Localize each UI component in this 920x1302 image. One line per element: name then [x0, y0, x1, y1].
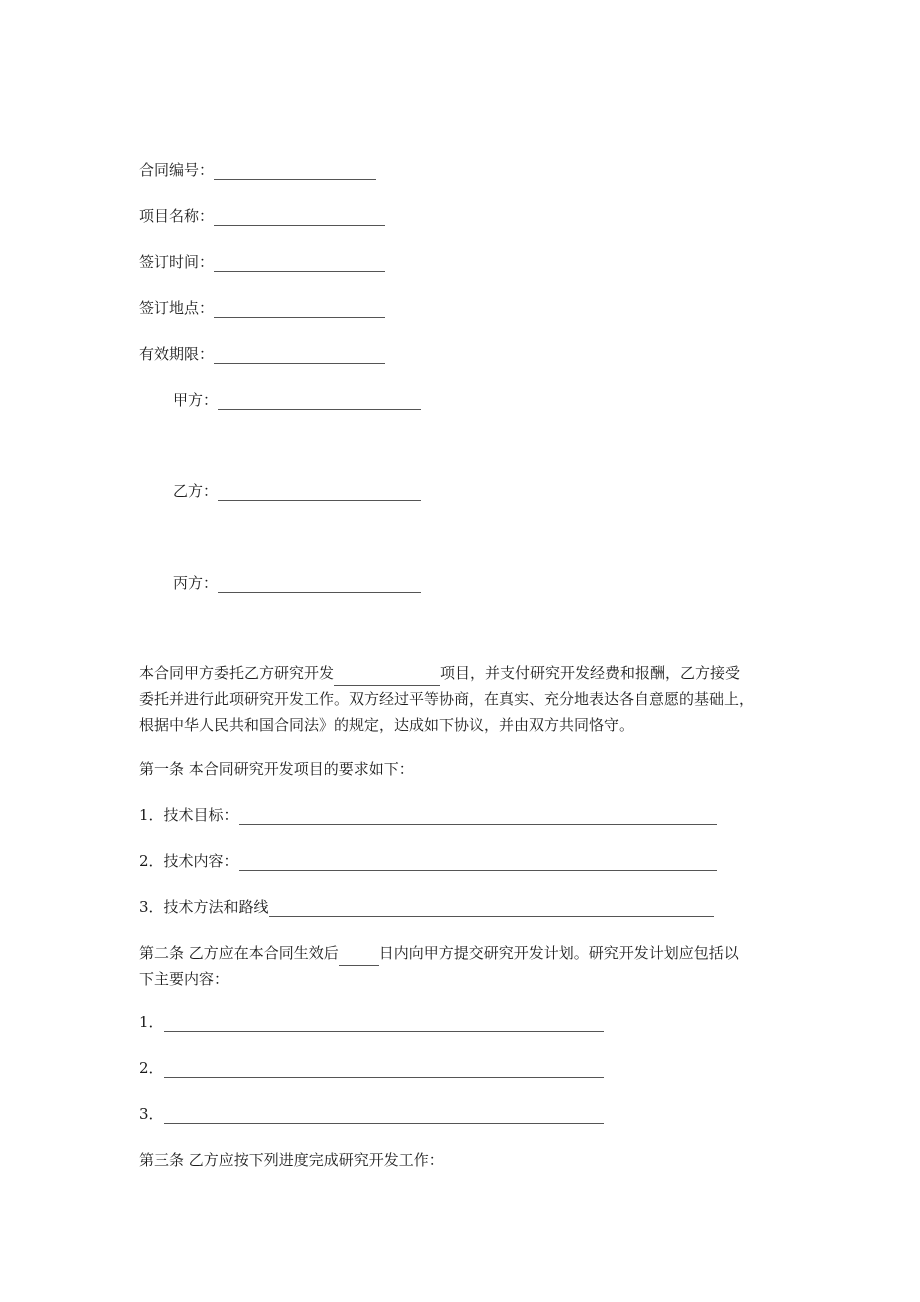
project-name-row [139, 206, 385, 226]
party-a-label: 甲方： [173, 391, 219, 409]
article-1-item-3 [139, 897, 714, 917]
party-b-label: 乙方： [173, 482, 219, 500]
preamble-text-3: 根据中华人民共和国合同法》的规定，达成如下协议，并由双方共同恪守。 [139, 716, 635, 734]
article-2-item-1-label: 1． [139, 1013, 164, 1031]
article-2-item-1-blank[interactable] [164, 1016, 604, 1032]
article-2-text-2: 下主要内容： [139, 970, 230, 988]
article-1-item-2-label: 2．技术内容： [139, 852, 239, 870]
sign-place-row [139, 298, 385, 318]
article-2-line-2 [139, 966, 787, 992]
party-c-blank[interactable] [218, 577, 421, 593]
article-1-item-1-blank[interactable] [239, 809, 717, 825]
preamble-text-2: 委托并进行此项研究开发工作。双方经过平等协商，在真实、充分地表达各自意愿的基础上， [139, 690, 755, 708]
preamble-line-3 [139, 712, 787, 738]
contract-number-label: 合同编号： [139, 161, 215, 179]
sign-place-blank[interactable] [214, 302, 385, 318]
article-1-item-2 [139, 851, 717, 871]
article-2-item-3-label: 3． [139, 1105, 164, 1123]
preamble-line-1 [139, 660, 787, 686]
party-c-row [139, 573, 421, 593]
project-name-blank[interactable] [214, 210, 385, 226]
valid-period-blank[interactable] [214, 348, 385, 364]
article-2-item-3-blank[interactable] [164, 1108, 604, 1124]
article-2-item-2-label: 2． [139, 1059, 164, 1077]
article-2-text-1b: 日内向甲方提交研究开发计划。研究开发计划应包括以 [378, 944, 739, 962]
article-2-item-1 [139, 1012, 604, 1032]
party-a-row [139, 390, 421, 410]
valid-period-label: 有效期限： [139, 345, 215, 363]
article-2-paragraph [139, 940, 787, 992]
article-1-item-3-label: 3．技术方法和路线 [139, 898, 269, 916]
article-2-line-1 [139, 940, 787, 966]
sign-time-blank[interactable] [214, 256, 385, 272]
sign-time-label: 签订时间： [139, 253, 215, 271]
contract-number-blank[interactable] [214, 164, 376, 180]
party-b-row [139, 481, 421, 501]
sign-place-label: 签订地点： [139, 299, 215, 317]
article-2-item-3 [139, 1104, 604, 1124]
party-a-blank[interactable] [218, 394, 421, 410]
article-1-item-1 [139, 805, 717, 825]
preamble-line-2 [139, 686, 787, 712]
project-name-label: 项目名称： [139, 207, 215, 225]
party-b-blank[interactable] [218, 485, 421, 501]
article-2-item-2 [139, 1058, 604, 1078]
article-1-item-1-label: 1．技术目标： [139, 806, 239, 824]
contract-number-row [139, 160, 376, 180]
days-blank[interactable] [339, 950, 379, 966]
party-c-label: 丙方： [173, 574, 219, 592]
valid-period-row [139, 344, 385, 364]
article-1-item-2-blank[interactable] [239, 855, 717, 871]
sign-time-row [139, 252, 385, 272]
preamble-text-1b: 项目，并支付研究开发经费和报酬，乙方接受 [440, 664, 741, 682]
project-blank[interactable] [334, 670, 440, 686]
article-2-text-1a: 第二条 乙方应在本合同生效后 [139, 944, 339, 962]
article-1-title [139, 759, 414, 779]
preamble-paragraph [139, 660, 787, 738]
article-1-item-3-blank[interactable] [269, 901, 714, 917]
article-3-title [139, 1150, 444, 1170]
article-1-title-text: 第一条 本合同研究开发项目的要求如下： [139, 760, 414, 778]
preamble-text-1a: 本合同甲方委托乙方研究开发 [139, 664, 335, 682]
article-3-title-text: 第三条 乙方应按下列进度完成研究开发工作： [139, 1151, 444, 1169]
article-2-item-2-blank[interactable] [164, 1062, 604, 1078]
